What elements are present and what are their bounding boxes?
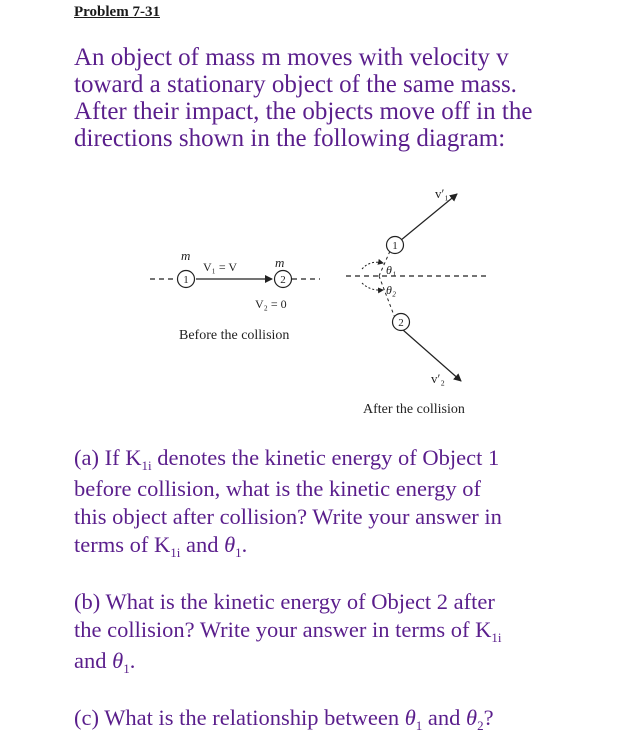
k-1i-subscript: 1i — [141, 458, 152, 473]
question-b-text-2: the collision? Write your answer in terms of K — [74, 617, 492, 642]
question-c-text-2: and — [422, 705, 467, 730]
question-c — [74, 704, 594, 735]
question-a — [74, 444, 594, 562]
object-2-number: 2 — [280, 274, 286, 286]
question-a-line-2: before collision, what is the kinetic energy of — [74, 476, 481, 501]
theta1-label: θ₁ — [386, 263, 397, 277]
question-b-period: . — [129, 648, 136, 673]
k-1i-subscript: 1i — [491, 630, 502, 645]
question-b-line-2 — [74, 616, 594, 647]
question-c-line-1 — [74, 704, 594, 735]
question-a-text-5: and — [180, 532, 225, 557]
theta-subscript: 1 — [415, 718, 423, 733]
theta-symbol: θ — [112, 648, 124, 673]
question-b-line-1: (b) What is the kinetic energy of Object 2 after — [74, 589, 495, 614]
problem-statement — [74, 44, 594, 152]
intro-line-4: directions shown in the following diagram: — [74, 125, 506, 152]
after-collision-panel — [346, 186, 490, 417]
question-b — [74, 588, 594, 678]
question-a-text-4: terms of K — [74, 532, 171, 557]
question-a-line-1 — [74, 444, 594, 475]
before-collision-panel — [150, 248, 320, 343]
mass-label-2: m — [275, 255, 285, 270]
question-b-line-3 — [74, 647, 594, 678]
k-1i-subscript: 1i — [170, 545, 181, 560]
v2-prime-label: v′₂ — [431, 371, 445, 386]
after-arrow-1 — [395, 194, 457, 245]
intro-line-1: An object of mass m moves with velocity v — [74, 44, 509, 71]
intro-line-2: toward a stationary object of the same mass. — [74, 71, 517, 98]
after-caption: After the collision — [363, 402, 465, 417]
theta-symbol: θ — [466, 705, 478, 730]
theta2-label: θ₂ — [386, 283, 397, 297]
theta-subscript: 1 — [235, 545, 242, 560]
after-object-2-number: 2 — [398, 317, 404, 329]
problem-title: Problem 7-31 — [74, 4, 160, 20]
question-a-line-4 — [74, 531, 594, 562]
object-1-number: 1 — [183, 274, 189, 286]
collision-diagram — [0, 170, 624, 430]
v1-prime-label: v′₁ — [435, 186, 449, 201]
mass-label-1: m — [181, 248, 191, 263]
after-object-1-number: 1 — [392, 240, 398, 252]
theta-symbol: θ — [404, 705, 416, 730]
intro-line-3: After their impact, the objects move off in the — [74, 98, 533, 125]
question-a-line-3: this object after collision? Write your answer in — [74, 504, 502, 529]
question-a-text-2: denotes the kinetic energy of Object 1 — [151, 445, 500, 470]
question-a-text-1: (a) If K — [74, 445, 142, 470]
theta-symbol: θ — [224, 532, 236, 557]
theta-subscript: 2 — [477, 718, 484, 733]
question-a-period: . — [241, 532, 248, 557]
v2-label: V₂ = 0 — [255, 297, 287, 311]
angle-arc-theta2 — [362, 283, 383, 290]
question-b-text-3: and — [74, 648, 113, 673]
question-c-question-mark: ? — [483, 705, 494, 730]
angle-arc-theta1 — [362, 262, 383, 269]
theta-subscript: 1 — [123, 661, 130, 676]
before-caption: Before the collision — [179, 328, 290, 343]
v1-label: V₁ = V — [203, 260, 238, 274]
question-c-text-1: (c) What is the relationship between — [74, 705, 405, 730]
